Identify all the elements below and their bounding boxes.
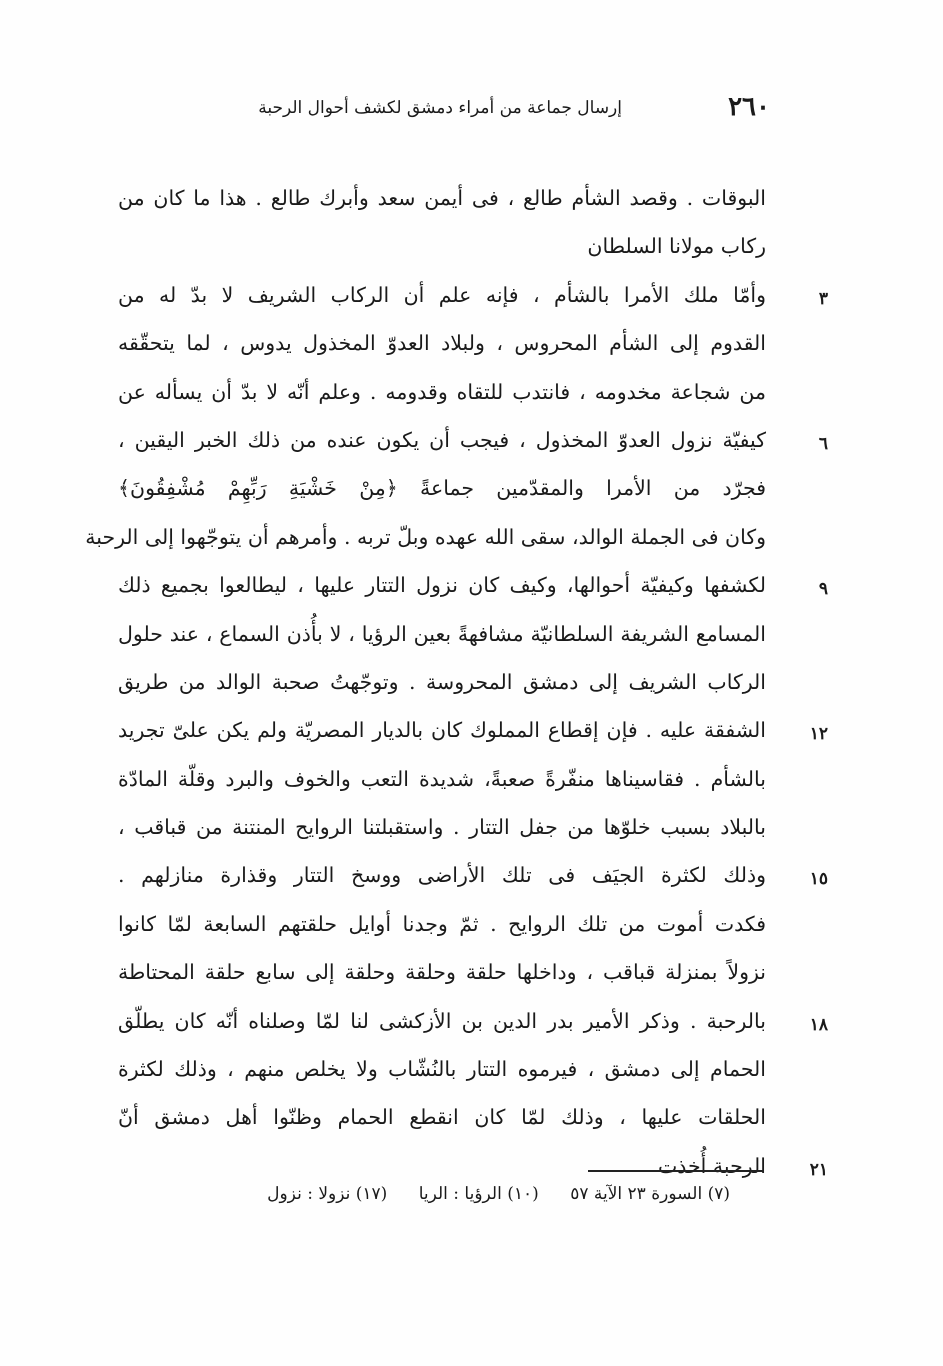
body-text bbox=[85, 178, 828, 1194]
line-text: بالبلاد بسبب خلوّها من جفل التتار . واستقبلتنا الروايح المنتنة من قباقب ، bbox=[118, 815, 766, 840]
line-text: القدوم إلى الشأم المحروس ، ولبلاد العدوّ المخذول يدوس ، لما يتحقّقه bbox=[118, 331, 766, 356]
line-text: فكدت أموت من تلك الروايح . ثمّ وجدنا أوايل حلقتهم السابعة لمّا كانوا bbox=[118, 911, 766, 936]
line-text: المسامع الشريفة السلطانيّة مشافهةً بعين الرؤيا ، لا بأُذن السماع ، عند حلول bbox=[118, 621, 766, 646]
line-text: بالشأم . فقاسيناها منفّرةً صعبةً، شديدة التعب والخوف والبرد وقلّة المادّة bbox=[118, 766, 766, 791]
text-line bbox=[118, 178, 766, 226]
text-line bbox=[118, 614, 766, 662]
line-text: وذلك لكثرة الجيَف فى تلك الأراضى ووسخ التتار وقذارة منازلهم . bbox=[118, 863, 766, 888]
line-number: ٢١ bbox=[809, 1159, 828, 1180]
page-number: ٢٦٠ bbox=[728, 92, 770, 122]
text-line bbox=[118, 1049, 766, 1097]
text-line bbox=[118, 855, 828, 903]
text-line bbox=[118, 275, 828, 323]
line-text: وكان فى الجملة الوالد، سقى الله عهده وبلّ تربه . وأمرهم أن يتوجّهوا إلى الرحبة bbox=[85, 524, 766, 549]
text-line bbox=[118, 904, 766, 952]
line-text: فجرّد من الأمرا والمقدّمين جماعةً ﴿مِنْ خَشْيَةِ رَبِّهِمْ مُشْفِقُونَ﴾ bbox=[118, 476, 766, 501]
line-text: بالرحبة . وذكر الأمير بدر الدين بن الأزكشى لنا لمّا وصلناه أنّه كان يطلّق bbox=[118, 1008, 766, 1033]
text-line bbox=[118, 759, 766, 807]
line-number: ٣ bbox=[818, 288, 828, 309]
text-line bbox=[118, 1097, 766, 1145]
line-text: البوقات . وقصد الشأم طالع ، فى أيمن سعد وأبرك طالع . هذا ما كان من bbox=[118, 186, 766, 210]
footnote: (٧) السورة ٢٣ الآية ٥٧ bbox=[570, 1184, 730, 1204]
text-line bbox=[118, 1001, 828, 1049]
footnotes bbox=[150, 1184, 730, 1204]
footnote: (١٠) الرؤيا : الريا bbox=[418, 1184, 539, 1204]
text-line bbox=[85, 517, 766, 565]
text-line bbox=[118, 323, 766, 371]
running-title: إرسال جماعة من أمراء دمشق لكشف أحوال الرحبة bbox=[258, 98, 622, 118]
line-number: ١٢ bbox=[809, 724, 828, 745]
footnote: (١٧) نزولا : نزول bbox=[267, 1184, 388, 1204]
line-text: الشفقة عليه . فإن إقطاع المملوك كان بالديار المصريّة ولم يكن علىّ تجريد bbox=[118, 718, 766, 743]
text-line bbox=[118, 662, 766, 710]
text-line bbox=[118, 952, 766, 1000]
line-text: ركاب مولانا السلطان bbox=[587, 234, 766, 259]
line-number: ١٨ bbox=[809, 1014, 828, 1035]
text-line bbox=[118, 226, 766, 274]
text-line bbox=[118, 710, 828, 758]
line-text: الحلقات عليها ، وذلك لمّا كان انقطع الحمام وظنّوا أهل دمشق أنّ bbox=[118, 1105, 766, 1130]
line-text: كيفيّة نزول العدوّ المخذول ، فيجب أن يكون عنده من ذلك الخبر اليقين ، bbox=[118, 427, 766, 452]
line-text: نزولاً بمنزلة قباقب ، وداخلها حلقة وحلقة وحلقة إلى سابع حلقة المحتاطة bbox=[118, 960, 766, 985]
text-line bbox=[118, 807, 766, 855]
line-text: من شجاعة مخدومه ، فانتدب للتقاه وقدومه . وعلم أنّه لا بدّ أن يسأله عن bbox=[118, 379, 766, 404]
line-text: الرحبة أُخذت bbox=[657, 1153, 766, 1178]
line-number: ١٥ bbox=[809, 869, 828, 890]
text-line bbox=[118, 420, 828, 468]
page-header bbox=[250, 92, 770, 126]
line-text: الحمام إلى دمشق ، فيرموه التتار بالنُشّاب ولا يخلص منهم ، وذلك لكثرة bbox=[118, 1057, 766, 1082]
line-text: الركاب الشريف إلى دمشق المحروسة . وتوجّهتُ صحبة الوالد من طريق bbox=[118, 669, 766, 694]
footnote-divider bbox=[588, 1170, 764, 1172]
line-number: ٦ bbox=[818, 433, 828, 454]
text-line bbox=[118, 372, 766, 420]
text-line bbox=[118, 468, 766, 516]
text-line bbox=[118, 565, 828, 613]
line-number: ٩ bbox=[818, 579, 828, 600]
line-text: لكشفها وكيفيّة أحوالها، وكيف كان نزول التتار عليها ، ليطالعوا بجميع ذلك bbox=[118, 573, 766, 598]
line-text: وأمّا ملك الأمرا بالشأم ، فإنه علم أن الركاب الشريف لا بدّ له من bbox=[118, 282, 766, 307]
